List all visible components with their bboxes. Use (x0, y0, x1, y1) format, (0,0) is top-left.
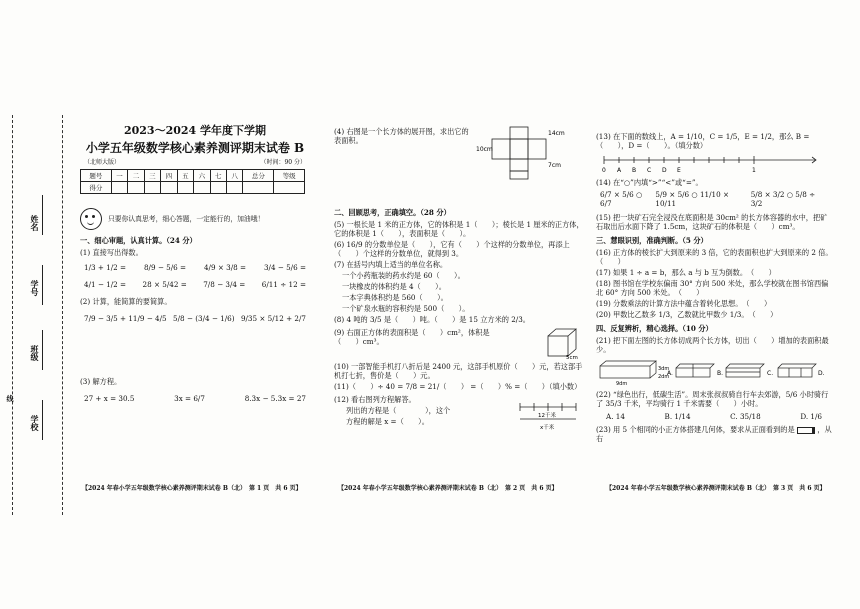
question-8: (8) 4 吨的 3/5 是（ ）吨。（ ）是 15 立方米的 2/3。 (334, 315, 530, 324)
page-1-footer: 【2024 年春小学五年级数学核心素养测评期末试卷 B（北） 第 1 页 共 6 页】 (82, 485, 302, 492)
question-7: (7) 在括号内填上适当的单位名称。 (334, 260, 448, 269)
calc-item: 6/11 ÷ 12 = (261, 280, 306, 290)
compare-item: 5/9 × 5/6 ○ 11/10 × 10/11 (655, 190, 729, 208)
net-width-label: 7cm (548, 162, 561, 169)
school-label: 学校 (30, 415, 40, 431)
seal-line-mark: 线 (6, 395, 15, 402)
equation-row (84, 394, 306, 403)
score-input[interactable] (210, 182, 226, 194)
page-2-footer: 【2024 年春小学五年级数学核心素养测评期末试卷 B（北） 第 2 页 共 6 页】 (338, 485, 558, 492)
score-cell: 五 (177, 170, 193, 182)
judge-item: (17) 如果 1 ÷ a = b，那么 a 与 b 互为倒数。 （ ） (596, 268, 776, 277)
question-15: (15) 把一块矿石完全浸没在底面积是 30cm² 的长方体容器的水中，把矿石取出后水面下降了 1.5cm，这块矿石的体积是（ ）cm³。 (596, 213, 828, 231)
calc-item: 7/8 − 3/4 = (203, 280, 246, 290)
choice-b[interactable]: B. 1/14 (664, 412, 691, 421)
score-cell: 等级 (274, 170, 305, 182)
calc-item: 7/9 − 3/5 + 11/9 − 4/5 (84, 314, 167, 324)
cuboid-length-label: 9dm (616, 381, 628, 387)
calc-item: 9/35 × 5/12 + 2/7 (240, 314, 306, 324)
compare-item: 5/8 × 3/2 ○ 5/8 ÷ 3/2 (750, 190, 816, 208)
motto-text: 只要你认真思考，细心答题，一定能行的，加油哦！ (108, 215, 265, 223)
score-cell: 二 (128, 170, 144, 182)
option-d[interactable]: D. (818, 370, 825, 377)
q23-tail: ，从右 (596, 425, 832, 443)
compare-row (600, 190, 828, 208)
calc-item: 4/1 − 1/2 = (84, 280, 127, 290)
net-height-label: 10cm (476, 146, 493, 153)
cube-edge-label: 5cm (566, 355, 578, 361)
calc-item: 5/8 − (3/4 − 1/6) (173, 314, 235, 324)
time-label: （时间：90 分） (260, 158, 306, 166)
segment-label-12: 12千米 (538, 413, 556, 419)
question-10: (10) 一部智能手机打八折后是 2400 元，这部手机原价（ ）元，若这部手机打七折，售价是（ ）元。 (334, 362, 583, 380)
segment-label-x: x千米 (540, 425, 555, 431)
q7-item: 一个小药瓶装的药水约是 60（ ）。 (342, 271, 465, 280)
seal-dashed-line (12, 115, 13, 515)
score-cell: 题号 (81, 170, 112, 182)
calc-item: 8/9 − 5/6 = (143, 263, 187, 273)
numline-label: 1 (752, 167, 756, 174)
score-cell: 七 (210, 170, 226, 182)
score-input[interactable] (177, 182, 193, 194)
judge-item: (16) 正方体的棱长扩大到原来的 3 倍，它的表面积也扩大到原来的 2 倍。 （ ） (596, 248, 837, 266)
q23-text: (23) 用 5 个相同的小正方体搭建几何体，要求从正面看到的是 (596, 425, 795, 434)
score-table-score-row (81, 182, 305, 194)
calc-row-2 (84, 280, 306, 289)
question-1: (1) 直接写出得数。 (80, 248, 143, 258)
mascot-icon (80, 208, 102, 230)
numline-label: A (617, 167, 622, 174)
calc-item: 28 × 5/42 = (142, 280, 187, 290)
page-3-footer: 【2024 年春小学五年级数学核心素养测评期末试卷 B（北） 第 3 页 共 6 页】 (606, 485, 826, 492)
page-2 (334, 125, 584, 433)
score-input[interactable] (128, 182, 144, 194)
q9-block (334, 326, 584, 360)
exam-subtitle-row (84, 159, 306, 167)
numline-label: E (677, 167, 681, 174)
q22-options (606, 412, 822, 421)
score-row-label: 得分 (81, 182, 112, 194)
section-4-heading: 四、反复辨析，精心选择。（10 分） (596, 324, 713, 333)
cuboid-height-label: 3dm (658, 366, 670, 372)
score-cell: 一 (111, 170, 127, 182)
score-table (80, 169, 305, 194)
name-label: 姓名 (30, 215, 40, 231)
year-title: 2023～2024 学年度下学期 (123, 124, 267, 137)
equation-item: 3x = 6/7 (174, 394, 205, 404)
equation-item: 27 + x = 30.5 (84, 394, 135, 404)
q12-line-b: 方程的解是 x =（ ）。 (346, 417, 429, 426)
q7-item: 一块橡皮的体积约是 4（ ）。 (342, 282, 446, 291)
q12-line-a: 列出的方程是（ ），这个 (346, 406, 451, 415)
choice-c[interactable]: C. 35/18 (730, 412, 761, 421)
name-field[interactable] (42, 195, 43, 235)
seal-dashed-line-inner (62, 115, 63, 515)
question-4: (4) 右图是一个长方体的展开图，求出它的表面积。 (334, 127, 469, 145)
binding-strip (0, 95, 70, 525)
edition-label: （北师大版） (84, 158, 121, 166)
calc-item: 3/4 − 5/6 = (263, 263, 306, 273)
question-2: (2) 计算，能简算的要简算。 (80, 297, 172, 307)
segment-diagram (514, 393, 584, 433)
q12-block (334, 393, 584, 433)
question-11: (11)（ ）÷ 40 = 7/8 = 21/（ ） =（ ）% =（ ）（填小数） (334, 382, 582, 391)
number-line (596, 152, 826, 174)
question-14: (14) 在“○”内填“>”“<”或“=”。 (596, 178, 703, 187)
option-c[interactable]: C. (767, 370, 774, 377)
section-3-heading: 三、慧眼识别，准确判断。（5 分） (596, 236, 708, 245)
section-1-heading: 一、细心审题，认真计算。（24 分） (80, 236, 197, 246)
score-input[interactable] (274, 182, 305, 194)
cuboid-cut-options (596, 356, 828, 386)
score-input[interactable] (161, 182, 177, 194)
judge-item: (19) 分数乘法的计算方法中蕴含着转化思想。 （ ） (596, 299, 772, 308)
q4-block (334, 125, 584, 181)
score-cell: 三 (144, 170, 160, 182)
numline-label: B (632, 167, 637, 174)
question-9: (9) 右面正方体的表面积是（ ）cm²，体积是（ ）cm³。 (334, 328, 490, 346)
page-3 (596, 130, 837, 445)
score-cell: 六 (194, 170, 210, 182)
score-table-header-row (81, 170, 305, 182)
score-cell: 八 (227, 170, 243, 182)
choice-a[interactable]: A. 14 (606, 412, 625, 421)
id-label: 学号 (30, 280, 40, 296)
class-label: 班级 (30, 345, 40, 361)
numline-label: C (647, 167, 652, 174)
option-a[interactable]: A. (667, 370, 673, 377)
question-23 (596, 425, 832, 443)
equation-item: 8.3x − 5.3x = 27 (244, 394, 306, 404)
section-2-heading: 二、回顾思考，正确填空。（28 分） (334, 208, 451, 217)
score-input[interactable] (243, 182, 274, 194)
calc-row-3 (84, 314, 306, 323)
calc-item: 1/3 + 1/2 = (84, 263, 127, 273)
cuboid-net-figure (476, 125, 584, 181)
score-input[interactable] (194, 182, 210, 194)
cube-figure (544, 326, 584, 360)
numline-label: 0 (602, 167, 606, 174)
front-view-icon (797, 427, 815, 434)
school-field[interactable] (42, 400, 43, 440)
net-length-label: 14cm (548, 130, 565, 137)
cuboid-width-label: 2dm (658, 374, 670, 380)
judge-item: (18) 图书馆在学校东偏南 30° 方向 500 米处，那么学校就在图书馆西偏北 60° 方向 500 米处。 （ ） (596, 279, 829, 297)
motto-row (80, 208, 310, 230)
question-22: (22) “绿色出行，低碳生活”。周末张叔叔骑自行车去郊游，5/6 小时骑行了 35/3 千米，平均骑行 1 千米需要（ ）小时。 (596, 390, 829, 408)
question-21: (21) 把下面左图的长方体切成两个长方体，切出（ ）增加的表面积最少。 (596, 336, 829, 354)
page-1 (80, 100, 310, 413)
q12-text-group (334, 393, 504, 433)
question-3: (3) 解方程。 (80, 377, 122, 387)
id-field[interactable] (42, 265, 43, 305)
question-5: (5) 一根长是 1 米的正方体，它的体积是 1（ ）；棱长是 1 厘米的正方体，它的体积是 1（ ），表面积是（ ）。 (334, 220, 584, 238)
exam-title: 小学五年级数学核心素养测评期末试卷 B (85, 140, 305, 155)
q7-item: 一本字典体积约是 560（ ）。 (342, 293, 448, 302)
judge-item: (20) 甲数比乙数多 1/3，乙数就比甲数少 1/3。 （ ） (596, 310, 778, 319)
score-cell: 总分 (243, 170, 274, 182)
score-input[interactable] (144, 182, 160, 194)
numline-label: D (662, 167, 667, 174)
question-13: (13) 在下面的数线上，A = 1/10，C = 1/5，E = 1/2，那么 B =（ ），D =（ ）。（填分数） (596, 132, 810, 150)
score-input[interactable] (111, 182, 127, 194)
score-cell: 四 (161, 170, 177, 182)
option-b[interactable]: B. (717, 370, 724, 377)
calc-item: 4/9 × 3/8 = (203, 263, 247, 273)
q7-item: 一个矿泉水瓶的容积约是 500（ ）。 (342, 304, 470, 313)
class-field[interactable] (42, 330, 43, 370)
question-6: (6) 16/9 的分数单位是（ ），它有（ ）个这样的分数单位，再添上（ ）个这样的分数单位，就得到 3。 (334, 240, 570, 258)
choice-d[interactable]: D. 1/6 (800, 412, 822, 421)
compare-item: 6/7 × 5/6 ○ 6/7 (600, 190, 643, 208)
score-input[interactable] (227, 182, 243, 194)
question-12: (12) 看右图列方程解答。 (334, 395, 416, 404)
calc-row-1 (84, 263, 306, 272)
